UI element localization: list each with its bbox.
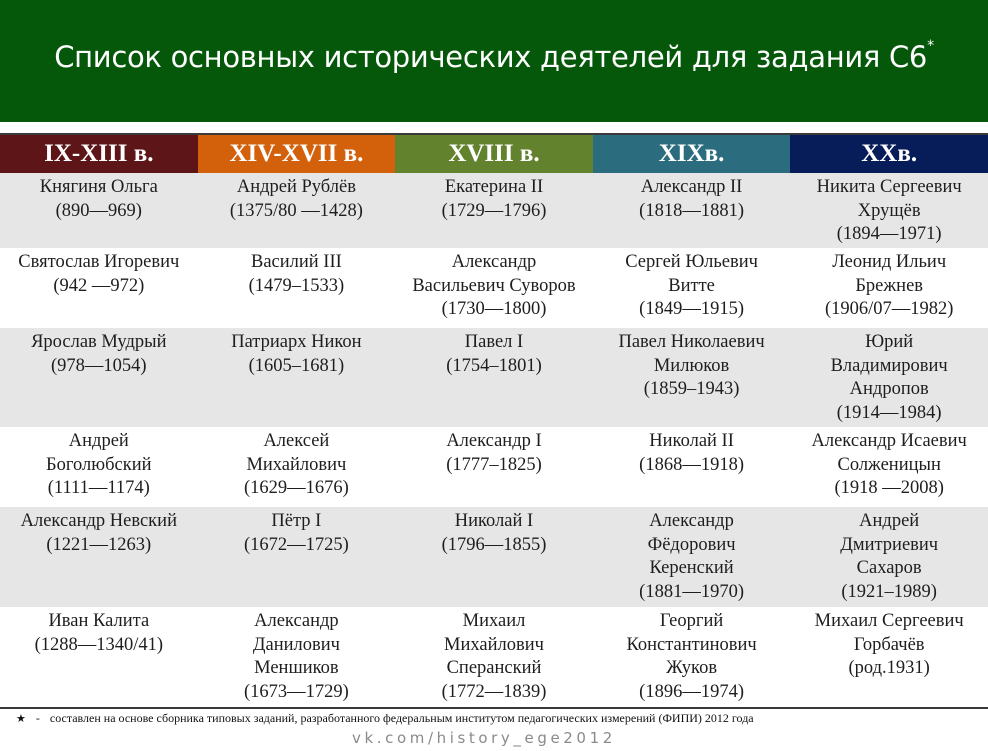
table-cell [0,248,198,328]
table-cell [0,507,198,607]
person-name-line: Жуков [666,658,718,678]
footnote-dash: - [35,711,40,725]
table-cell [395,507,593,607]
footnote-marker: * [927,38,934,55]
table-row [0,173,988,248]
star-icon: ★ [16,713,26,725]
table-cell [198,507,396,607]
person-name-line: Горбачёв [853,634,925,655]
table-cell [198,607,396,707]
table-cell [790,248,988,328]
person-name-line: Хрущёв [857,200,921,221]
person-name-line: Алексей [263,431,330,451]
person-name-line: Георгий [659,611,724,631]
life-dates: (1894—1971) [836,224,942,244]
person-name-line: Пётр I [271,511,322,531]
person-name-line: Княгиня Ольга [39,177,158,197]
life-dates: (890—969) [55,200,142,221]
page-title [54,40,934,74]
table-cell [790,328,988,427]
person-name-line: Александр [254,611,339,631]
person-name-line: Екатерина II [444,177,544,197]
table-cell [395,607,593,707]
column-header-4: XXв. [790,135,988,173]
table-cell [198,173,396,248]
person-name-line: Михайлович [444,634,544,655]
column-header-2: XVIII в. [395,135,593,173]
person-name-line: Николай I [454,511,534,531]
table-cell [0,607,198,707]
table-row [0,507,988,607]
person-name-line: Василий III [250,252,342,272]
person-name-line: Михайлович [246,454,347,475]
person-name-line: Александр Исаевич [811,431,967,451]
footnote [16,711,754,726]
person-name-line: Святослав Игоревич [18,252,180,272]
person-name-line: Николай II [649,431,734,451]
table-cell [0,328,198,427]
person-name-line: Солженицын [837,454,941,475]
table-cell [790,173,988,248]
person-name-line: Витте [668,275,715,296]
person-name-line: Владимирович [830,355,948,376]
life-dates: (1868—1918) [639,454,744,475]
person-name-line: Ярослав Мудрый [31,332,167,352]
table-cell [0,427,198,507]
person-name-line: Керенский [649,558,734,578]
footnote-text: составлен на основе сборника типовых заданий, разработанного федеральным институтом педагогических измерений (ФИПИ) 2012 года [49,711,754,725]
life-dates: (род.1931) [848,658,930,678]
source-credit: vk.com/history_ege2012 [352,729,616,747]
life-dates: (1288—1340/41) [34,634,164,655]
table-cell [395,328,593,427]
life-dates: (1629—1676) [243,478,349,498]
table-row [0,328,988,427]
person-name-line: Сперанский [446,658,542,678]
person-name-line: Васильевич Суворов [412,275,576,296]
life-dates: (1729—1796) [441,200,547,221]
person-name-line: Боголюбский [46,454,152,475]
person-name-line: Александр Невский [20,511,177,531]
table-row [0,248,988,328]
person-name-line: Андропов [849,379,929,399]
life-dates: (1859–1943) [643,379,740,399]
column-header-1: XIV-XVII в. [198,135,396,173]
person-name-line: Никита Сергеевич [816,177,962,197]
table-cell [395,427,593,507]
table-cell [0,173,198,248]
life-dates: (1896—1974) [639,681,744,702]
table-cell [395,248,593,328]
person-name-line: Павел Николаевич [618,332,765,352]
person-name-line: Павел I [464,332,524,352]
table-cell [593,173,791,248]
person-name-line: Константинович [626,634,757,655]
life-dates: (1772—1839) [441,681,547,702]
column-header-3: XIXв. [593,135,791,173]
table-cell [593,248,791,328]
life-dates: (1881—1970) [639,581,744,602]
life-dates: (1818—1881) [639,200,744,221]
life-dates: (1754–1801) [446,355,542,376]
person-name-line: Иван Калита [48,611,150,631]
person-name-line: Милюков [653,355,730,376]
table-cell [198,328,396,427]
life-dates: (978—1054) [51,355,147,376]
table-cell [593,427,791,507]
person-name-line: Меншиков [254,658,339,678]
person-name-line: Михаил Сергеевич [814,611,964,631]
life-dates: (1796—1855) [441,534,547,555]
person-name-line: Леонид Ильич [832,252,947,272]
person-name-line: Александр I [446,431,542,451]
life-dates: (1672—1725) [243,534,349,555]
life-dates: (1849—1915) [639,299,744,319]
person-name-line: Сергей Юльевич [625,252,758,272]
person-name-line: Дмитриевич [840,534,939,555]
life-dates: (1479–1533) [248,275,345,296]
life-dates: (1111—1174) [47,478,150,498]
life-dates: (1221—1263) [46,534,152,555]
person-name-line: Александр [649,511,734,531]
historical-figures-table [0,133,988,709]
life-dates: (942 —972) [53,275,145,296]
life-dates: (1375/80 —1428) [229,200,363,221]
life-dates: (1605–1681) [248,355,345,376]
page-title-text: Список основных исторических деятелей для задания С6 [54,40,928,74]
column-header-0: IX-XIII в. [0,135,198,173]
person-name-line: Сахаров [856,558,922,578]
person-name-line: Михаил [462,611,526,631]
table-row [0,607,988,707]
person-name-line: Александр [451,252,537,272]
table-row [0,427,988,507]
life-dates: (1918 —2008) [834,478,944,498]
table-cell [593,607,791,707]
life-dates: (1921–1989) [841,581,937,602]
person-name-line: Андрей Рублёв [236,177,356,197]
person-name-line: Юрий [865,332,914,352]
person-name-line: Патриарх Никон [231,332,362,352]
table-cell [198,248,396,328]
life-dates: (1906/07—1982) [824,299,954,319]
table-cell [790,607,988,707]
title-banner [0,0,988,122]
life-dates: (1777–1825) [446,454,542,475]
table-cell [790,507,988,607]
person-name-line: Брежнев [855,275,924,296]
table-body [0,173,988,707]
person-name-line: Андрей [859,511,920,531]
table-cell [593,507,791,607]
table-cell [790,427,988,507]
table-cell [198,427,396,507]
life-dates: (1730—1800) [441,299,547,319]
table-header [0,135,988,173]
person-name-line: Фёдорович [647,534,736,555]
person-name-line: Андрей [68,431,129,451]
life-dates: (1914—1984) [836,402,942,423]
person-name-line: Александр II [640,177,743,197]
table-cell [593,328,791,427]
table-cell [395,173,593,248]
life-dates: (1673—1729) [243,681,349,702]
person-name-line: Данилович [252,634,340,655]
